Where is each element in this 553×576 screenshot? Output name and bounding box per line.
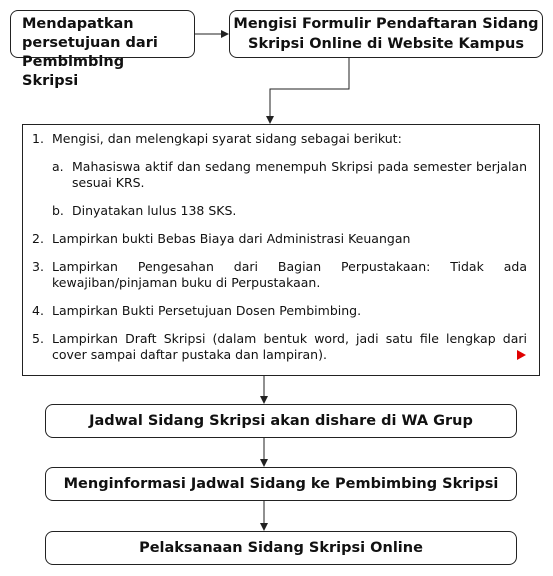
subitem-letter: a. — [52, 159, 64, 174]
red-play-marker-icon — [517, 350, 526, 360]
subitem-text: Mahasiswa aktif dan sedang menempuh Skripsi pada semester berjalan sesuai KRS. — [72, 159, 527, 190]
step-execution-text: Pelaksanaan Sidang Skripsi Online — [139, 540, 423, 556]
requirement-subitem-a — [32, 159, 527, 191]
requirement-item-1 — [32, 131, 527, 147]
requirement-text: Lampirkan Bukti Persetujuan Dosen Pembimbing. — [52, 303, 362, 318]
requirement-text: Lampirkan Draft Skripsi (dalam bentuk word, jadi satu file lengkap dari cover sampai daftar pustaka dan lampiran). — [52, 331, 527, 362]
step-schedule-share-box — [45, 404, 517, 438]
requirement-number: 1. — [32, 131, 44, 146]
step-approval-box — [10, 10, 195, 89]
requirement-number: 5. — [32, 331, 44, 346]
step-schedule-share-text: Jadwal Sidang Skripsi akan dishare di WA Grup — [89, 413, 473, 429]
requirement-text: Lampirkan Pengesahan dari Bagian Perpustakaan: Tidak ada kewajiban/pinjaman buku di Perpustakaan. — [52, 259, 527, 290]
requirement-text: Lampirkan bukti Bebas Biaya dari Administrasi Keuangan — [52, 231, 411, 246]
requirements-box — [22, 124, 540, 376]
step-form-text: Mengisi Formulir Pendaftaran Sidang Skripsi Online di Website Kampus — [233, 16, 539, 52]
subitem-letter: b. — [52, 203, 64, 218]
step-form-box — [229, 10, 543, 58]
arrow-form-to-requirements — [270, 58, 349, 123]
step-approval-text: Mendapatkan persetujuan dari Pembimbing Skripsi — [22, 16, 158, 89]
requirement-number: 4. — [32, 303, 44, 318]
requirement-item-5 — [32, 331, 527, 363]
requirement-number: 2. — [32, 231, 44, 246]
step-inform-supervisor-box — [45, 467, 517, 501]
step-execution-box — [45, 531, 517, 565]
requirement-item-4 — [32, 303, 527, 319]
requirement-item-2 — [32, 231, 527, 247]
subitem-text: Dinyatakan lulus 138 SKS. — [72, 203, 237, 218]
requirement-subitem-b — [32, 203, 527, 219]
requirement-text: Mengisi, dan melengkapi syarat sidang sebagai berikut: — [52, 131, 402, 146]
requirement-number: 3. — [32, 259, 44, 274]
requirement-item-3 — [32, 259, 527, 291]
step-inform-supervisor-text: Menginformasi Jadwal Sidang ke Pembimbing Skripsi — [63, 476, 499, 492]
